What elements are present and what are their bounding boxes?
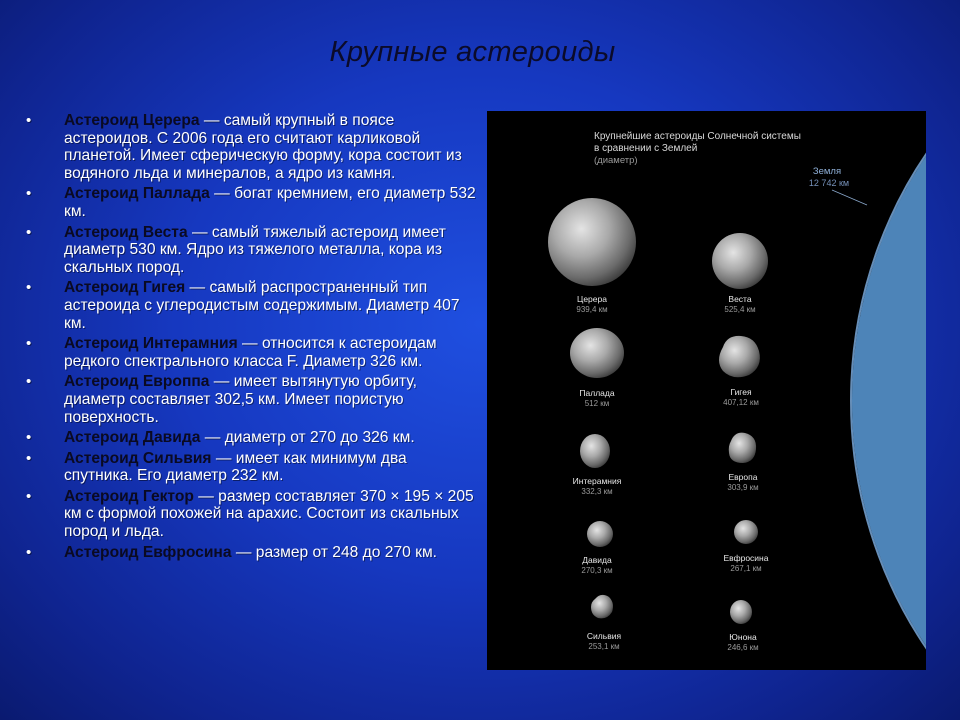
asteroid-label: Юнона [729, 632, 757, 642]
asteroid-diameter: 332,3 км [581, 487, 613, 496]
asteroid-description: — самый крупный в поясе астероидов. С 2006 года его считают карликовой планетой. Имеет сферическую форму, кора состоит из водяного льда и минералов, а ядро из камня. [64, 112, 462, 182]
asteroid-name: Астероид Европпа [64, 373, 210, 391]
asteroid-diameter: 407,12 км [723, 398, 759, 407]
asteroid-name: Астероид Сильвия [64, 449, 212, 467]
asteroid-description: — самый распространенный тип астероида с углеродистым содержимым. Диаметр 407 км. [64, 279, 460, 332]
asteroid-description: — имеет как минимум два спутника. Его диаметр 232 км. [64, 449, 407, 485]
asteroid-diameter: 246,6 км [727, 643, 759, 652]
asteroid-description: — диаметр от 270 до 326 км. [200, 429, 415, 447]
davida-asteroid [587, 521, 613, 547]
asteroid-description: — размер от 248 до 270 км. [231, 543, 437, 561]
figure-caption-line2: в сравнении с Землей [594, 143, 698, 154]
vesta-asteroid [712, 233, 768, 289]
earth-pointer [832, 190, 867, 205]
bullet-icon: • [26, 112, 32, 129]
list-item [26, 488, 478, 541]
asteroid-description: — богат кремнием, его диаметр 532 км. [64, 185, 476, 220]
asteroid-diameter: 512 км [584, 399, 610, 408]
bullet-icon: • [26, 543, 32, 561]
asteroid-name: Астероид Давида [64, 429, 201, 447]
ceres-asteroid [548, 198, 636, 286]
asteroid-description: — имеет вытянутую орбиту, диаметр составляет 302,5 км. Имеет пористую поверхность. [64, 373, 417, 426]
asteroid-label: Евфросина [723, 553, 769, 563]
asteroids-illustration [487, 111, 926, 670]
asteroid-description: — самый тяжелый астероид имеет диаметр 530 км. Ядро из тяжелого металла, кора из скальных пород. [64, 223, 446, 276]
asteroid-name: Астероид Веста [64, 223, 188, 241]
bullet-icon: • [26, 185, 32, 203]
interamnia-asteroid [580, 434, 610, 468]
bullet-icon: • [26, 429, 32, 447]
earth-planet [852, 111, 926, 670]
list-item [26, 544, 478, 562]
list-item [26, 373, 478, 426]
asteroid-description: — относится к астероидам редкого спектрального класса F. Диаметр 326 км. [64, 335, 437, 370]
asteroid-label: Веста [728, 294, 752, 304]
asteroid-diameter: 270,3 км [581, 566, 613, 575]
bullet-icon: • [26, 487, 32, 505]
bullet-icon: • [26, 373, 32, 391]
slide-title: Крупные астероиды [329, 36, 616, 68]
asteroid-diameter: 525,4 км [724, 305, 756, 314]
asteroid-label: Сильвия [586, 631, 622, 641]
asteroid-label: Паллада [579, 388, 615, 398]
list-item [26, 224, 478, 277]
asteroid-label: Церера [577, 294, 607, 304]
list-item [26, 112, 478, 182]
asteroid-list [26, 112, 478, 564]
asteroid-label: Европа [728, 472, 758, 482]
figure-caption-line1: Крупнейшие астероиды Солнечной системы [594, 131, 801, 142]
asteroid-label: Интерамния [572, 476, 622, 486]
asteroid-label: Гигея [730, 387, 752, 397]
list-item [26, 279, 478, 332]
asteroid-name: Астероид Евфросина [64, 543, 232, 561]
sylvia-asteroid [591, 595, 613, 618]
bullet-icon: • [26, 279, 32, 297]
list-item [26, 335, 478, 370]
asteroid-diameter: 253,1 км [588, 642, 620, 651]
asteroid-diameter: 939,4 км [576, 305, 608, 314]
euphrosyne-asteroid [734, 520, 758, 544]
list-item [26, 429, 478, 447]
list-item [26, 450, 478, 485]
bullet-icon: • [26, 223, 32, 241]
bullet-icon: • [26, 335, 32, 353]
asteroid-name: Астероид Гигея [64, 279, 186, 297]
asteroid-diameter: 267,1 км [730, 564, 762, 573]
asteroid-diameter: 303,9 км [727, 483, 759, 492]
list-item [26, 185, 478, 220]
asteroid-label: Давида [582, 555, 612, 565]
asteroid-name: Астероид Церера [64, 112, 200, 129]
asteroid-description: — размер составляет 370 × 195 × 205 км с формой похожей на арахис. Состоит из скальных пород и льда. [64, 487, 474, 541]
juno-asteroid [730, 600, 752, 624]
asteroid-name: Астероид Интерамния [64, 335, 238, 353]
hygiea-asteroid [719, 336, 760, 377]
bullet-icon: • [26, 449, 32, 467]
asteroids-comparison-image [487, 111, 926, 670]
europa-asteroid [729, 433, 756, 463]
asteroid-name: Астероид Гектор [64, 487, 194, 505]
earth-label: Земля [812, 166, 842, 177]
earth-diameter: 12 742 км [808, 178, 850, 188]
figure-caption-line3: (диаметр) [594, 155, 638, 166]
asteroid-name: Астероид Паллада [64, 185, 210, 203]
pallas-asteroid [570, 328, 624, 378]
